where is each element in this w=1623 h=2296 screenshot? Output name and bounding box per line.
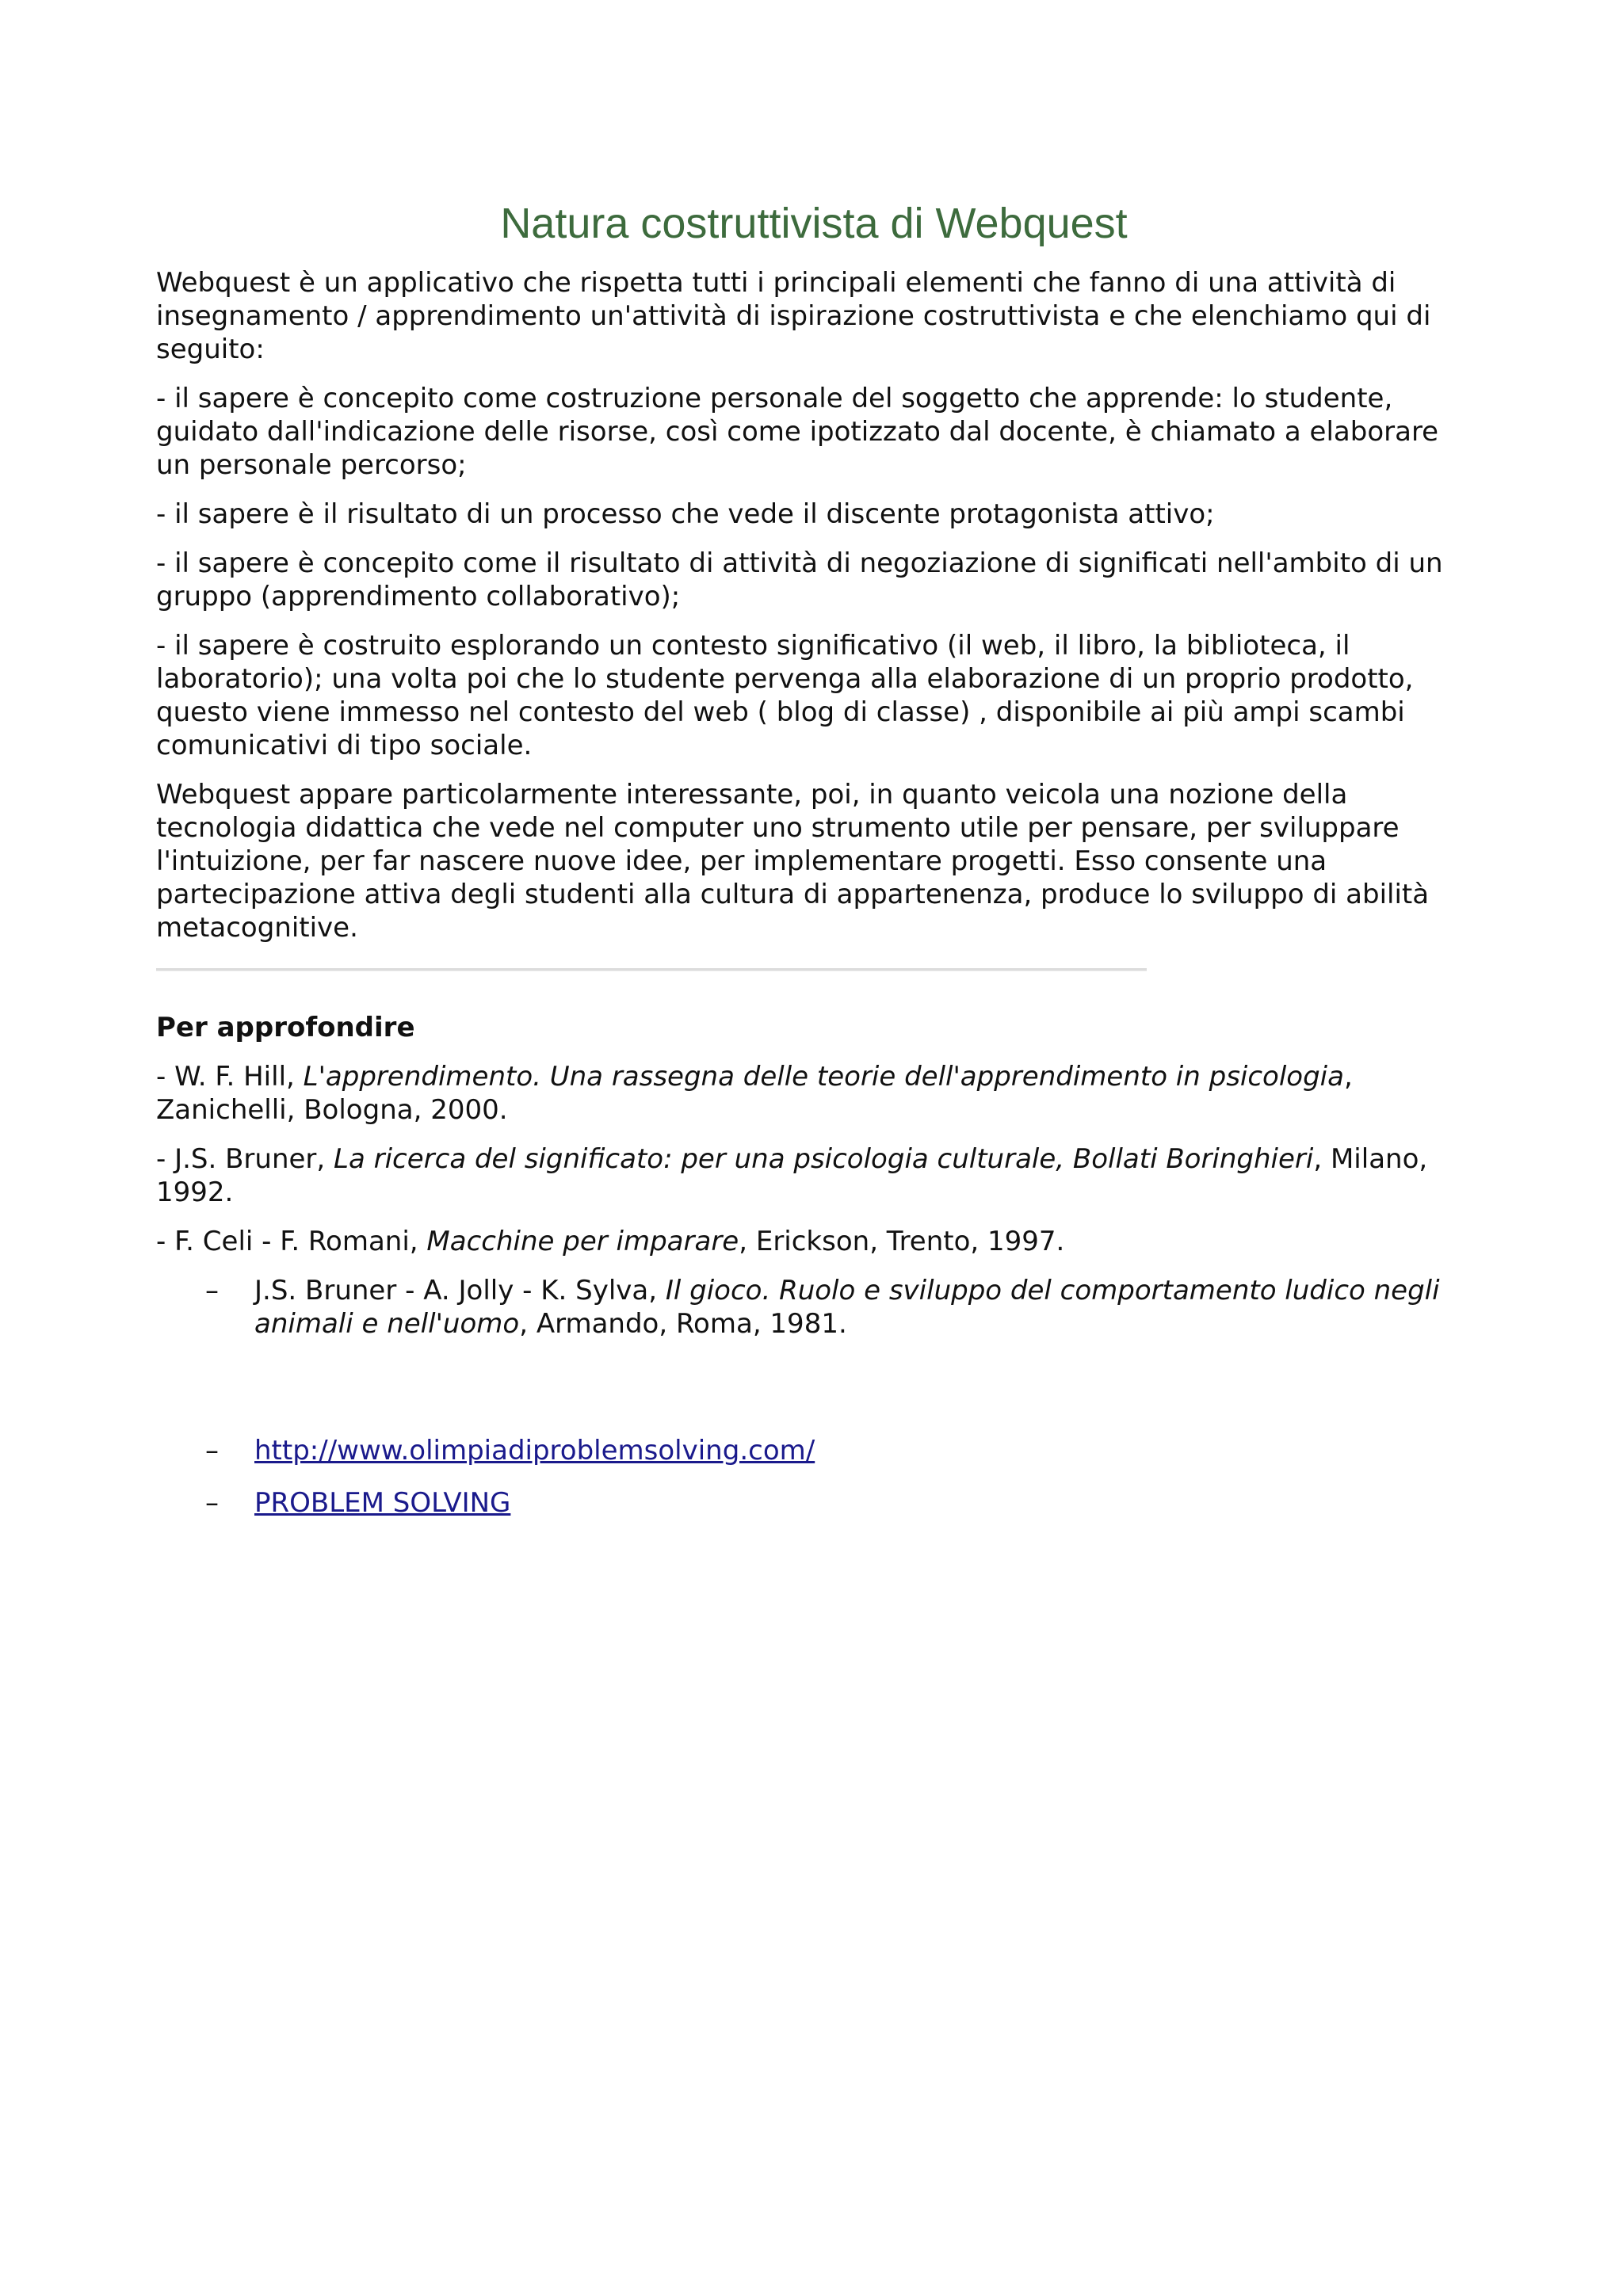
- reference-title: La ricerca del significato: per una psicologia culturale, Bollati Boringhieri: [334, 1143, 1314, 1175]
- document-page: [156, 198, 1472, 1539]
- reference-list: [156, 1274, 1472, 1520]
- dash-bullet: –: [205, 1435, 219, 1466]
- conclusion-paragraph: Webquest appare particolarmente interessante, poi, in quanto veicola una nozione della tecnologia didattica che vede nel computer uno strumento utile per pensare, per sviluppare l'intuizione, per far nascere nuove idee, per implementare progetti. Esso consente una partecipazione attiva degli studenti alla cultura di appartenenza, produce lo sviluppo di abilità metacognitive.: [156, 779, 1430, 944]
- reference-author: - W. F. Hill,: [156, 1061, 304, 1093]
- intro-paragraph: Webquest è un applicativo che rispetta tutti i principali elementi che fanno di una attività di insegnamento / apprendimento un'attività di ispirazione costruttivista e che elenchiamo qui di seguito:: [156, 267, 1431, 365]
- reference-publisher: , Zanichelli, Bologna, 2000.: [156, 1061, 1353, 1126]
- dash-bullet: –: [205, 1275, 219, 1306]
- principle-paragraph: - il sapere è costruito esplorando un contesto significativo (il web, il libro, la biblioteca, il laboratorio); una volta poi che lo studente pervenga alla elaborazione di un proprio prodotto, questo viene immesso nel contesto del web ( blog di classe) , disponibile ai più ampi scambi comunicativi di tipo sociale.: [156, 630, 1414, 761]
- principle-paragraph: - il sapere è il risultato di un processo che vede il discente protagonista attivo;: [156, 498, 1215, 530]
- further-reading-heading: Per approfondire: [156, 1012, 415, 1043]
- horizontal-divider: [156, 968, 1147, 971]
- reference-title: Il gioco. Ruolo e sviluppo del comportamento ludico negli animali e nell'uomo: [254, 1275, 1440, 1340]
- olimpiadi-link[interactable]: http://www.olimpiadiproblemsolving.com/: [254, 1435, 815, 1466]
- reference-title: L'apprendimento. Una rassegna delle teorie dell'apprendimento in psicologia: [303, 1061, 1344, 1093]
- dash-bullet: –: [205, 1487, 219, 1519]
- reference-item: [156, 1060, 1472, 1127]
- principle-paragraph: - il sapere è concepito come il risultato di attività di negoziazione di significati nell'ambito di un gruppo (apprendimento collaborativo);: [156, 547, 1443, 612]
- reference-item: [156, 1142, 1472, 1209]
- reference-publisher: , Armando, Roma, 1981.: [519, 1308, 847, 1340]
- principle-paragraph: - il sapere è concepito come costruzione personale del soggetto che apprende: lo studente, guidato dall'indicazione delle risorse, così come ipotizzato dal docente, è chiamato a elaborare un personale percorso;: [156, 383, 1439, 481]
- page-title: Natura costruttivista di Webquest: [500, 200, 1128, 247]
- reference-title: Macchine per imparare: [426, 1226, 739, 1257]
- reference-publisher: , Milano, 1992.: [156, 1143, 1428, 1208]
- reference-publisher: , Erickson, Trento, 1997.: [739, 1226, 1065, 1257]
- list-item: [156, 1486, 1472, 1520]
- list-item: [156, 1274, 1472, 1341]
- problem-solving-link[interactable]: PROBLEM SOLVING: [254, 1487, 511, 1519]
- reference-author: - F. Celi - F. Romani,: [156, 1226, 427, 1257]
- list-item: [156, 1434, 1472, 1467]
- reference-author: J.S. Bruner - A. Jolly - K. Sylva,: [254, 1275, 666, 1306]
- reference-item: [156, 1225, 1472, 1258]
- reference-author: - J.S. Bruner,: [156, 1143, 334, 1175]
